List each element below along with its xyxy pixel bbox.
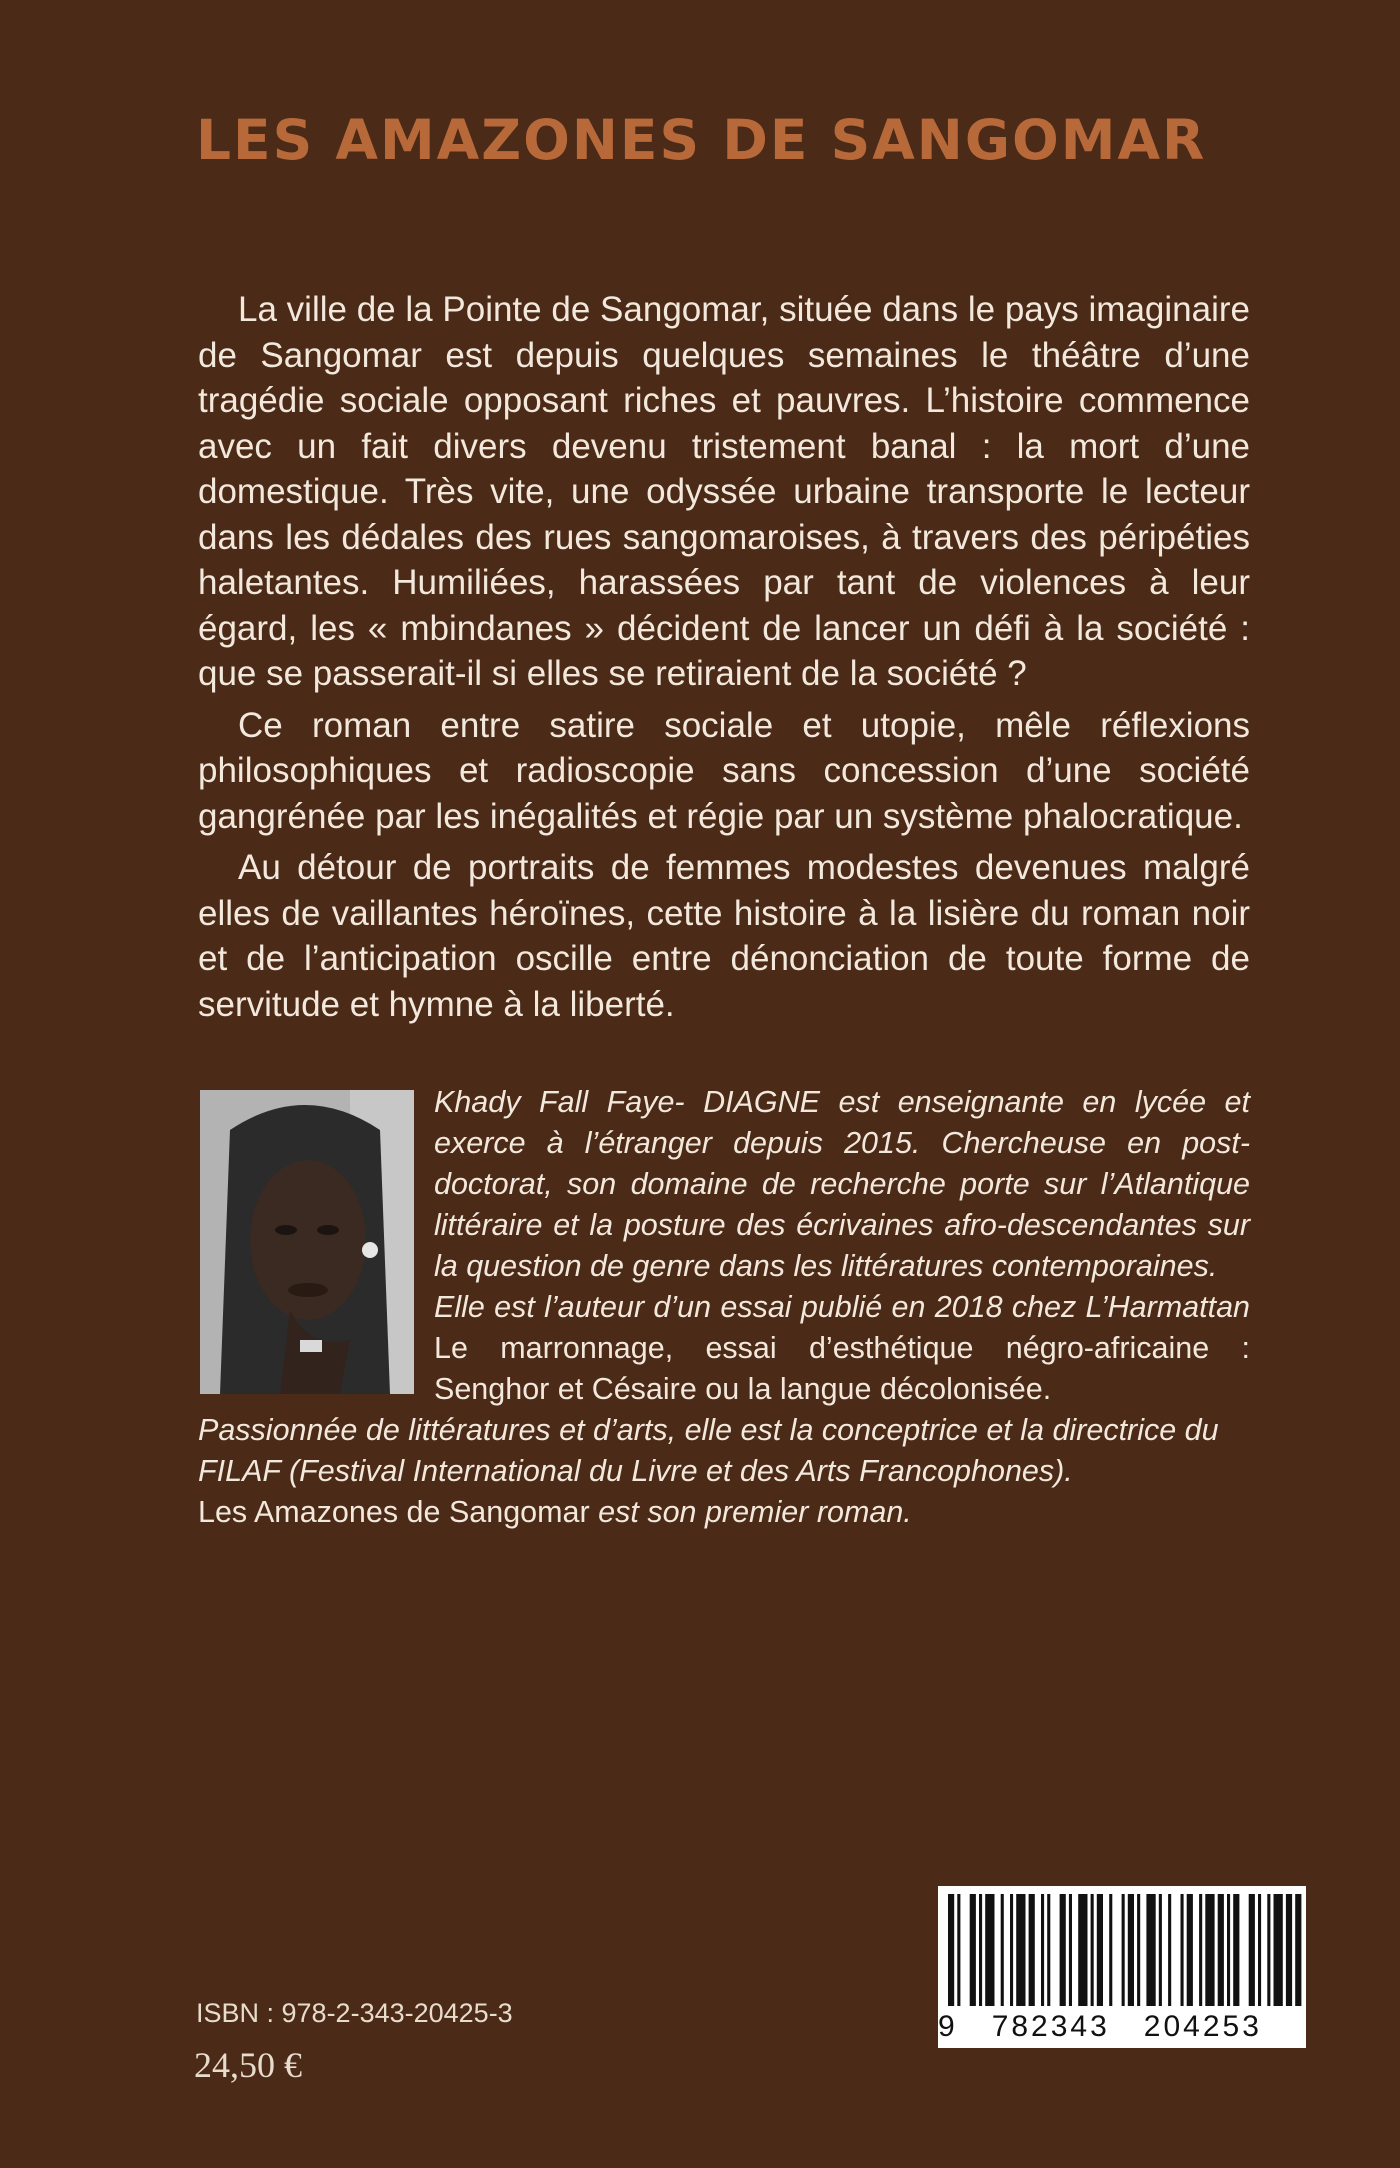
barcode-bar	[1249, 1894, 1255, 2006]
book-title: LES AMAZONES DE SANGOMAR	[196, 108, 1207, 172]
barcode-bar	[1227, 1894, 1230, 2006]
barcode-bar	[1199, 1894, 1202, 2006]
barcode-bar	[1137, 1894, 1140, 2006]
author-bio-intro: Khady Fall Faye- DIAGNE est enseignante en lycée et exerce à l’étranger depuis 2015. Chercheuse en post-doctorat, son domaine de recherche porte sur l’Atlantique littéraire et la posture des écrivaines afro-descendantes sur la question de genre dans les littératures contemporaines.	[434, 1085, 1250, 1283]
synopsis-paragraph-3: Au détour de portraits de femmes modestes devenues malgré elles de vaillantes héroïnes, cette histoire à la lisière du roman noir et de l’anticipation oscille entre dénonciation de toute forme de servitude et hymne à la liberté.	[198, 848, 1250, 1024]
barcode-bar	[1060, 1894, 1066, 2006]
barcode-bar	[1097, 1894, 1103, 2006]
barcode-bar	[1159, 1894, 1162, 2006]
novel-note: est son premier roman.	[598, 1495, 912, 1529]
barcode-bar	[1218, 1894, 1224, 2006]
barcode-bar	[1041, 1894, 1044, 2006]
author-essay	[434, 1287, 1250, 1410]
author-festival: Passionnée de littératures et d’arts, elle est la conceptrice et la directrice du FILAF (Festival International du Livre et des Arts Francophones).	[198, 1413, 1219, 1488]
barcode-bar	[985, 1894, 994, 2006]
barcode-bar	[1181, 1894, 1184, 2006]
barcode-bar	[1047, 1894, 1050, 2006]
barcode-bar	[970, 1894, 976, 2006]
barcode-bar	[1078, 1894, 1087, 2006]
barcode-bar	[957, 1894, 960, 2006]
barcode-bar	[1168, 1894, 1171, 2006]
barcode-bar	[1187, 1894, 1193, 2006]
barcode-bar	[1258, 1894, 1261, 2006]
barcode-bar	[1267, 1894, 1270, 2006]
barcode-bar	[1122, 1894, 1125, 2006]
author-photo	[200, 1090, 414, 1394]
author-essay-title: Le marronnage, essai d’esthétique négro-africaine : Senghor et Césaire ou la langue décolonisée.	[434, 1331, 1250, 1406]
barcode-bar	[1233, 1894, 1239, 2006]
barcode-bar	[1274, 1894, 1283, 2006]
barcode-bar	[979, 1894, 982, 2006]
barcode-bar	[1016, 1894, 1025, 2006]
author-novel-line	[198, 1492, 1250, 1533]
barcode-bar	[1029, 1894, 1035, 2006]
barcode	[938, 1886, 1306, 2048]
barcode-bar	[1286, 1894, 1292, 2006]
barcode-bar	[1128, 1894, 1134, 2006]
barcode-bar	[1295, 1894, 1301, 2006]
author-essay-intro: Elle est l’auteur d’un essai publié en 2018 chez L’Harmattan	[434, 1290, 1250, 1324]
barcode-bar	[1010, 1894, 1013, 2006]
price: 24,50 €	[194, 2045, 302, 2085]
barcode-number: 9 782343 204253	[938, 2010, 1262, 2043]
barcode-bar	[1001, 1894, 1004, 2006]
novel-title: Les Amazones de Sangomar	[198, 1495, 590, 1529]
author-portrait-icon	[200, 1090, 414, 1394]
author-bio-continued	[198, 1410, 1250, 1533]
synopsis-paragraph-1: La ville de la Pointe de Sangomar, située dans le pays imaginaire de Sangomar est depuis quelques semaines le théâtre d’une tragédie sociale opposant riches et pauvres. L’histoire commence avec un fait divers devenu tristement banal : la mort d’une domestique. Très vite, une odyssée urbaine transporte le lecteur dans les dédales des rues sangomaroises, à travers des péripéties haletantes. Humiliées, harassées par tant de violences à leur égard, les « mbindanes » décident de lancer un défi à la société : que se passerait-il si elles se retiraient de la société ?	[198, 290, 1250, 693]
barcode-bar	[948, 1894, 954, 2006]
barcode-bar	[1091, 1894, 1094, 2006]
author-bio	[434, 1082, 1250, 1410]
barcode-bar	[1109, 1894, 1112, 2006]
synopsis-paragraph-2: Ce roman entre satire sociale et utopie, mêle réflexions philosophiques et radioscopie sans concession d’une société gangrénée par les inégalités et régie par un système phalocratique.	[198, 705, 1250, 836]
synopsis	[198, 287, 1250, 1033]
isbn: ISBN : 978-2-343-20425-3	[196, 1998, 513, 2028]
barcode-bar	[1205, 1894, 1214, 2006]
barcode-bar	[1146, 1894, 1155, 2006]
barcode-bar	[1069, 1894, 1072, 2006]
